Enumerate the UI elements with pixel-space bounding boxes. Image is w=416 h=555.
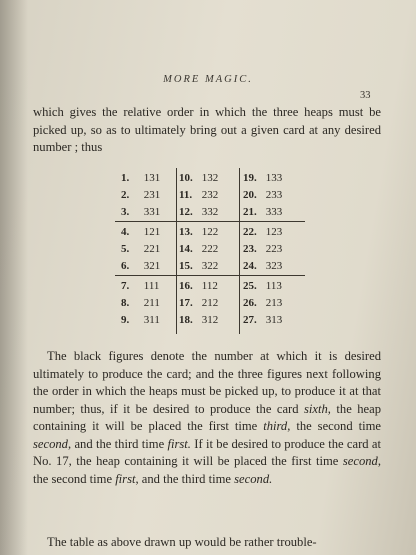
table-cell <box>243 170 282 186</box>
text-run: , the second time <box>287 419 381 433</box>
table-cell <box>121 278 159 294</box>
table-cell <box>121 204 160 220</box>
italic-run: second <box>342 454 378 468</box>
position-number: 6. <box>121 260 130 272</box>
position-number: 22. <box>243 226 257 238</box>
position-number: 7. <box>121 280 130 292</box>
position-number: 26. <box>243 297 257 309</box>
text-run: , the second time <box>33 454 381 486</box>
heap-order-code: 221 <box>143 243 161 255</box>
position-number: 8. <box>121 297 130 309</box>
heap-order-code: 233 <box>265 189 283 201</box>
table-cell <box>121 312 160 328</box>
text-run: , and the third time <box>67 436 168 451</box>
heap-order-code: 122 <box>201 226 219 238</box>
position-number: 17. <box>179 297 193 309</box>
position-number: 13. <box>179 226 193 238</box>
table-row <box>115 241 305 257</box>
intro-paragraph: which gives the relative order in which the three heaps must be picked up, so as to ultimately bring out a given card at any desired number ; thus <box>33 105 381 154</box>
position-number: 3. <box>121 206 130 218</box>
table-cell <box>121 170 160 186</box>
heap-order-code: 222 <box>201 243 219 255</box>
heap-order-code: 313 <box>265 314 283 326</box>
table-cell <box>243 278 282 294</box>
heap-order-code: 123 <box>265 226 283 238</box>
position-number: 4. <box>121 226 130 238</box>
heap-order-code: 322 <box>201 260 219 272</box>
heap-order-code: 231 <box>143 189 161 201</box>
table-row <box>115 295 305 311</box>
table-cell <box>179 278 218 294</box>
position-number: 25. <box>243 280 257 292</box>
position-number: 15. <box>179 260 193 272</box>
position-number: 9. <box>121 314 130 326</box>
table-cell <box>121 224 160 240</box>
table-cell <box>121 187 160 203</box>
heap-order-code: 311 <box>143 314 160 326</box>
italic-run: second. <box>234 471 273 486</box>
table-cell <box>243 204 282 220</box>
heap-order-code: 131 <box>143 172 161 184</box>
text-run: , and the third time <box>135 471 235 486</box>
next-paragraph: The table as above drawn up would be rather trouble- <box>47 535 317 549</box>
heap-order-code: 113 <box>265 280 282 292</box>
position-number: 23. <box>243 243 257 255</box>
text-run: If it be desired to produce the card at No. 17, the heap containing it will be placed the first time <box>33 436 381 468</box>
page-number: 33 <box>360 90 371 101</box>
heap-order-code: 213 <box>265 297 283 309</box>
table-cell <box>179 241 218 257</box>
position-number: 5. <box>121 243 130 255</box>
table-cell <box>179 224 218 240</box>
table-cell <box>179 295 218 311</box>
table-row <box>115 170 305 186</box>
heap-order-code: 321 <box>143 260 161 272</box>
position-number: 10. <box>179 172 193 184</box>
italic-run: first. <box>167 436 191 451</box>
italic-run: first <box>115 471 136 486</box>
position-number: 14. <box>179 243 193 255</box>
table-cell <box>121 295 160 311</box>
heap-order-code: 333 <box>265 206 283 218</box>
heap-order-code: 332 <box>201 206 219 218</box>
heap-order-code: 232 <box>201 189 219 201</box>
table-cell <box>179 204 218 220</box>
position-number: 21. <box>243 206 257 218</box>
table-row <box>115 278 305 294</box>
table-cell <box>243 241 282 257</box>
heap-order-code: 223 <box>265 243 283 255</box>
table-cell <box>243 295 282 311</box>
heap-order-code: 323 <box>265 260 283 272</box>
position-number: 12. <box>179 206 193 218</box>
position-number: 2. <box>121 189 130 201</box>
table-row <box>115 204 305 220</box>
table-divider-horizontal <box>115 221 305 222</box>
running-title: MORE MAGIC. <box>163 74 253 85</box>
table-divider-horizontal <box>115 275 305 276</box>
position-number: 19. <box>243 172 257 184</box>
heap-order-code: 133 <box>265 172 283 184</box>
heap-order-code: 112 <box>201 280 218 292</box>
table-cell <box>243 258 282 274</box>
table-cell <box>243 224 282 240</box>
position-number: 18. <box>179 314 193 326</box>
heap-order-code: 212 <box>201 297 219 309</box>
heap-order-code: 132 <box>201 172 219 184</box>
italic-run: sixth <box>304 401 328 416</box>
table-cell <box>121 258 160 274</box>
table-row <box>115 187 305 203</box>
table-row <box>115 224 305 240</box>
italic-run: third <box>263 419 288 433</box>
heap-order-code: 312 <box>201 314 219 326</box>
position-number: 1. <box>121 172 130 184</box>
heap-order-code: 111 <box>143 280 160 292</box>
table-cell <box>243 312 282 328</box>
table-row <box>115 312 305 328</box>
italic-run: second <box>33 436 68 451</box>
text-run: The black figures denote the number at which it is desired ultimately to produce the card; and the three figures next following the order in which the heaps must be picked up, to produce it at that number; thus, if it be desired to produce the card <box>33 349 381 416</box>
table-cell <box>179 187 218 203</box>
table-cell <box>179 258 218 274</box>
table-cell <box>243 187 282 203</box>
explanation-paragraph <box>33 348 381 488</box>
table-cell <box>179 312 218 328</box>
position-number: 11. <box>179 189 193 201</box>
heap-order-code: 211 <box>143 297 160 309</box>
table-row <box>115 258 305 274</box>
position-number: 16. <box>179 280 193 292</box>
heap-order-code: 331 <box>143 206 161 218</box>
position-number: 24. <box>243 260 257 272</box>
position-number: 20. <box>243 189 257 201</box>
heap-order-code: 121 <box>143 226 161 238</box>
table-cell <box>121 241 160 257</box>
position-number: 27. <box>243 314 257 326</box>
table-cell <box>179 170 218 186</box>
text-run: , the heap containing it will be placed the first time <box>33 401 382 433</box>
